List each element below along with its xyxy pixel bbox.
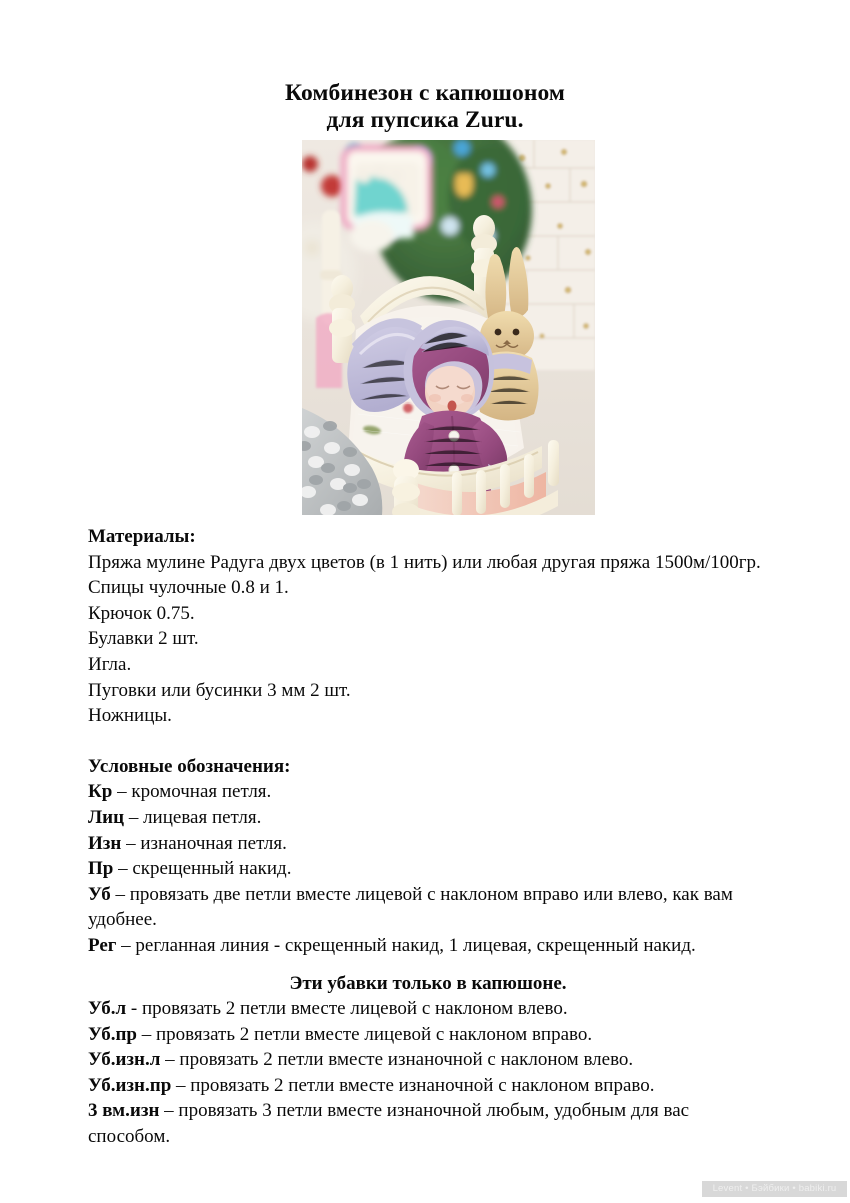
hood-decrease-definition: – провязать 3 петли вместе изнаночной любым, удобным для вас способом. [88,1100,690,1148]
site-watermark: Levent • Бэйбики • babiki.ru [702,1181,847,1197]
abbreviation-definition: – изнаночная петля. [121,832,287,854]
hood-decrease-term: Уб.л [88,998,127,1020]
abbreviation-item [88,805,768,831]
abbreviation-definition: – провязать две петли вместе лицевой с наклоном вправо или влево, как вам удобнее. [88,883,733,931]
hood-decrease-term: 3 вм.изн [88,1100,160,1122]
hood-decrease-item [88,1073,768,1099]
hood-decrease-term: Уб.пр [88,1023,137,1045]
page-title-line-2: для пупсика Zuru. [326,107,524,133]
abbreviation-definition: – скрещенный накид. [113,858,292,880]
abbreviation-item [88,831,768,857]
hood-decrease-definition: – провязать 2 петли вместе изнаночной с наклоном влево. [160,1049,634,1071]
abbreviation-term: Пр [88,858,114,880]
hood-decrease-item [88,1098,768,1149]
project-photo [302,140,595,515]
hood-decrease-item [88,996,768,1022]
abbreviation-definition: – регланная линия - скрещенный накид, 1 лицевая, скрещенный накид. [116,934,696,956]
page-title [0,80,850,134]
materials-item: Пряжа мулине Радуга двух цветов (в 1 нить) или любая другая пряжа 1500м/100гр. [88,551,761,573]
materials-item: Крючок 0.75. [88,602,195,624]
abbreviation-definition: – лицевая петля. [124,806,262,828]
abbreviation-term: Изн [88,832,122,854]
abbreviations-section [88,754,768,959]
materials-item: Ножницы. [88,705,172,727]
materials-item: Булавки 2 шт. [88,628,199,650]
hood-decrease-definition: – провязать 2 петли вместе лицевой с наклоном вправо. [136,1023,593,1045]
materials-heading: Материалы: [88,526,196,547]
section-spacer [88,959,768,971]
materials-item: Спицы чулочные 0.8 и 1. [88,577,289,599]
abbreviation-item [88,882,768,933]
section-spacer [88,729,768,754]
abbreviations-heading: Условные обозначения: [88,755,291,777]
hood-decrease-item [88,1022,768,1048]
hood-decreases-heading: Эти убавки только в капюшоне. [289,972,567,994]
hood-decrease-definition: – провязать 2 петли вместе изнаночной с наклоном вправо. [171,1074,655,1096]
materials-section [88,524,768,729]
hood-decrease-definition: - провязать 2 петли вместе лицевой с наклоном влево. [126,998,568,1020]
hood-decrease-item [88,1047,768,1073]
abbreviation-term: Лиц [88,806,125,828]
project-photo-illustration [302,140,595,515]
abbreviation-item [88,856,768,882]
hood-decrease-term: Уб.изн.пр [88,1074,172,1096]
materials-item: Пуговки или бусинки 3 мм 2 шт. [88,679,351,701]
abbreviation-definition: – кромочная петля. [112,781,272,803]
materials-item: Игла. [88,653,132,675]
abbreviation-term: Кр [88,781,113,803]
abbreviation-term: Уб [88,883,111,905]
document-body [88,524,768,1150]
hood-decrease-term: Уб.изн.л [88,1049,161,1071]
page-title-line-1: Комбинезон с капюшоном [285,80,565,106]
abbreviation-item [88,933,768,959]
abbreviation-term: Рег [88,934,117,956]
hood-decreases-section [88,971,768,1150]
abbreviation-item [88,779,768,805]
